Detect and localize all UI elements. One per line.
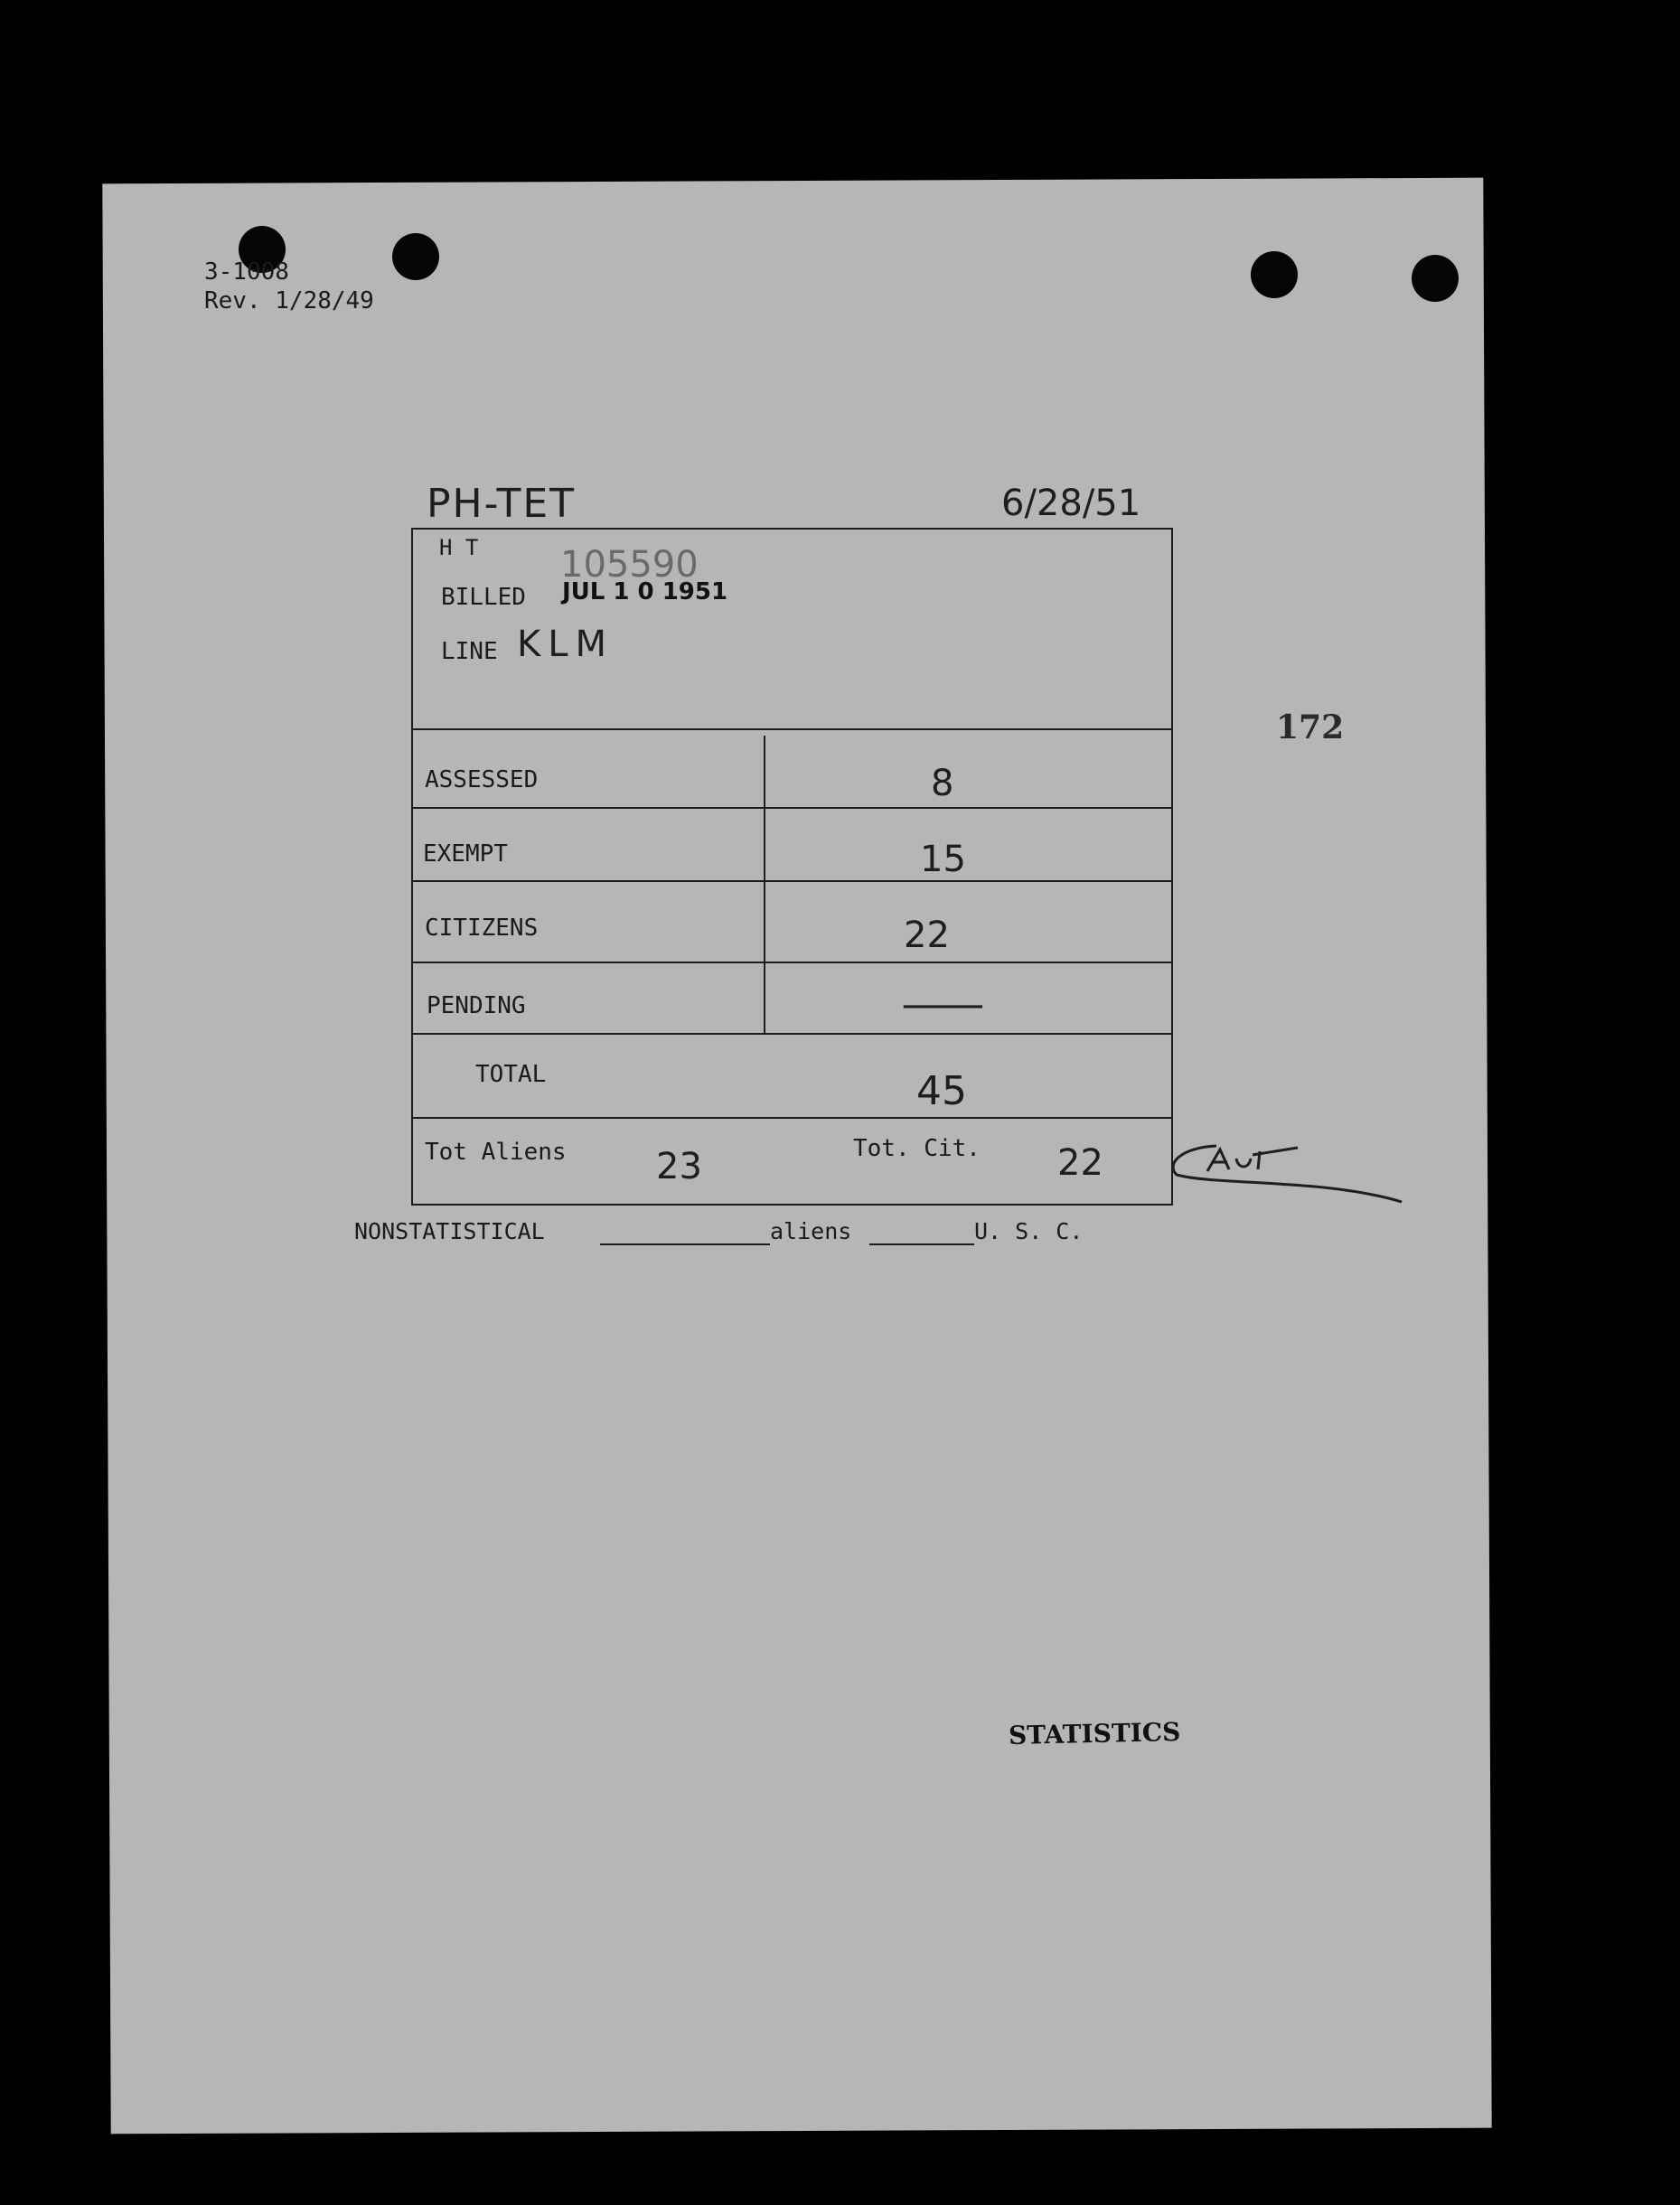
total-citizens-label: Tot. Cit. [853, 1135, 981, 1162]
table-divider [411, 1117, 1171, 1119]
total-label: TOTAL [475, 1061, 547, 1088]
total-aliens-label: Tot Aliens [425, 1139, 567, 1166]
usc-label: U. S. C. [974, 1218, 1084, 1244]
row-value-assessed: 8 [931, 763, 954, 804]
form-revision: Rev. 1/28/49 [204, 287, 374, 314]
column-divider [764, 736, 765, 1033]
billed-date: JUL 1 0 1951 [562, 578, 728, 605]
line-value: KLM [517, 624, 615, 665]
arrival-date: 6/28/51 [1001, 483, 1141, 524]
line-label: LINE [441, 638, 498, 665]
table-divider [411, 728, 1171, 730]
table-divider [411, 962, 1171, 963]
punch-hole [392, 233, 439, 280]
row-label-pending: PENDING [427, 992, 526, 1019]
ht-label: H T [439, 535, 479, 560]
billed-label: BILLED [441, 584, 526, 611]
aliens-word: aliens [770, 1218, 852, 1244]
port-code: PH-TET [427, 481, 577, 527]
total-citizens-value: 22 [1057, 1142, 1103, 1184]
table-divider [411, 880, 1171, 882]
row-value-citizens: 22 [904, 915, 950, 956]
total-aliens-value: 23 [656, 1146, 702, 1187]
total-value: 45 [916, 1068, 967, 1114]
table-divider [411, 807, 1171, 809]
row-label-exempt: EXEMPT [423, 840, 508, 868]
punch-hole [1412, 255, 1459, 302]
stamp-number: 105590 [560, 544, 699, 586]
nonstatistical-label: NONSTATISTICAL [354, 1218, 545, 1244]
form-number: 3-1008 [204, 258, 289, 286]
initials-signature [1162, 1139, 1406, 1211]
nonstatistical-aliens-blank [600, 1243, 770, 1245]
row-label-assessed: ASSESSED [425, 766, 539, 793]
table-divider [411, 1033, 1171, 1035]
row-label-citizens: CITIZENS [425, 915, 539, 942]
row-value-exempt: 15 [920, 839, 966, 880]
punch-hole [1251, 251, 1298, 298]
nonstatistical-usc-blank [869, 1243, 974, 1245]
row-value-pending: — [899, 981, 987, 1027]
page-number: 172 [1276, 708, 1345, 746]
statistics-stamp: STATISTICS [1008, 1717, 1181, 1750]
